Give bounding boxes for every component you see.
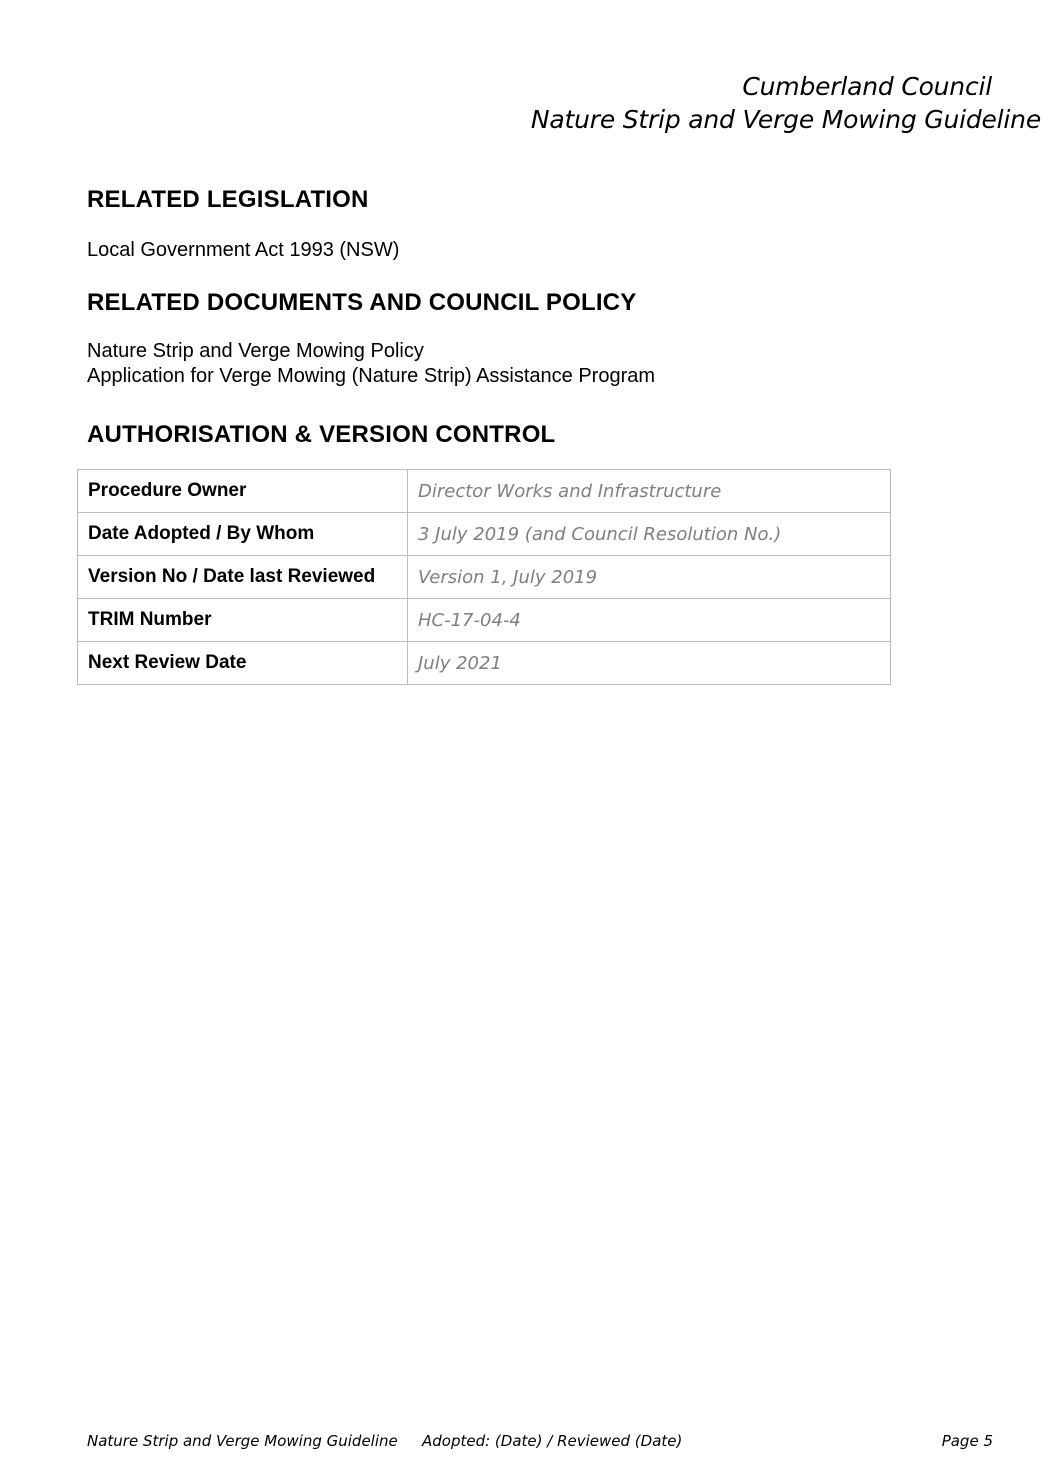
row-label: Version No / Date last Reviewed: [78, 556, 408, 599]
legislation-item: Local Government Act 1993 (NSW): [87, 239, 400, 261]
table-row: [78, 556, 891, 599]
footer-title: Nature Strip and Verge Mowing Guideline: [87, 1432, 398, 1450]
heading-related-legislation: RELATED LEGISLATION: [87, 186, 369, 213]
row-label: Date Adopted / By Whom: [78, 513, 408, 556]
version-control-table: [77, 469, 891, 685]
document-item: Nature Strip and Verge Mowing Policy: [87, 340, 424, 362]
row-value: Version 1, July 2019: [408, 556, 891, 599]
row-label: Next Review Date: [78, 642, 408, 685]
table-row: [78, 513, 891, 556]
row-value: Director Works and Infrastructure: [408, 470, 891, 513]
row-label: TRIM Number: [78, 599, 408, 642]
header-org: Cumberland Council: [742, 72, 992, 101]
footer-adopted: Adopted: (Date) / Reviewed (Date): [422, 1432, 683, 1450]
footer-page-number: Page 5: [941, 1432, 993, 1450]
heading-related-documents: RELATED DOCUMENTS AND COUNCIL POLICY: [87, 289, 637, 316]
running-header: [531, 70, 1041, 136]
row-value: July 2021: [408, 642, 891, 685]
header-doc-title: Nature Strip and Verge Mowing Guideline: [530, 105, 1041, 134]
table-row: [78, 642, 891, 685]
document-item: Application for Verge Mowing (Nature Strip) Assistance Program: [87, 365, 656, 387]
heading-authorisation: AUTHORISATION & VERSION CONTROL: [87, 421, 556, 448]
row-label: Procedure Owner: [78, 470, 408, 513]
row-value: 3 July 2019 (and Council Resolution No.): [408, 513, 891, 556]
row-value: HC-17-04-4: [408, 599, 891, 642]
table-row: [78, 470, 891, 513]
table-row: [78, 599, 891, 642]
